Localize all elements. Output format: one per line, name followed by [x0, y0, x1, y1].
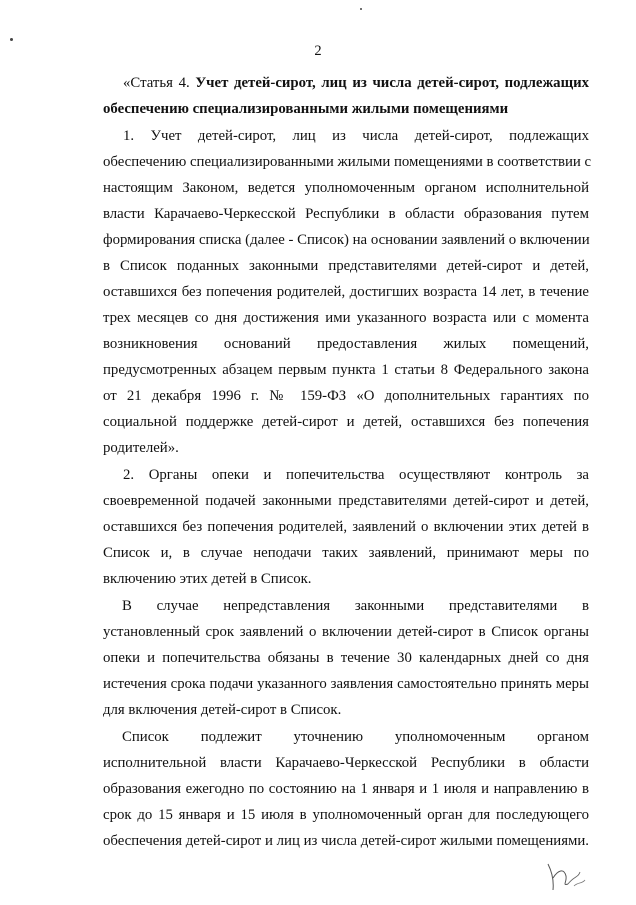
paragraph-4-line: исполнительной власти Карачаево-Черкесской Республики в области [103, 755, 589, 771]
paragraph-4-line: срок до 15 января и 15 июля в уполномоченный орган для последующего [103, 807, 589, 823]
paragraph-1-line: родителей». [103, 440, 179, 456]
paragraph-2-line: оставшихся без попечения родителей, заявлений о включении этих детей в [103, 519, 589, 535]
paragraph-2-line: 2. Органы опеки и попечительства осуществляют контроль за [123, 467, 589, 483]
paragraph-3-line: истечения срока подачи указанного заявления самостоятельно принять меры [103, 676, 589, 692]
page-number: 2 [314, 43, 322, 59]
paragraph-1-line: в Список поданных законными представителями детей-сирот и детей, [103, 258, 589, 274]
paragraph-3-line: установленный срок заявлений о включении детей-сирот в Список органы [103, 624, 589, 640]
article-heading-line-2: обеспечению специализированными жилыми помещениями [103, 101, 509, 117]
paragraph-1-line: формирования списка (далее - Список) на основании заявлений о включении [103, 232, 590, 248]
paragraph-1-line: настоящим Законом, ведется уполномоченным органом исполнительной [103, 180, 589, 196]
paragraph-2-line: Список и, в случае неподачи таких заявлений, принимают меры по [103, 545, 589, 561]
paragraph-4-line: обеспечения детей-сирот и лиц из числа детей-сирот жилыми помещениями. [103, 833, 589, 849]
paragraph-1-line: социальной поддержке детей-сирот и детей, оставшихся без попечения [103, 414, 589, 430]
paragraph-4-line: Список подлежит уточнению уполномоченным органом [122, 729, 589, 745]
paragraph-1-line: 1. Учет детей-сирот, лиц из числа детей-сирот, подлежащих [123, 128, 589, 144]
paragraph-1-line: предусмотренных абзацем первым пункта 1 статьи 8 Федерального закона [103, 362, 589, 378]
article-heading-title: Учет детей-сирот, лиц из числа детей-сирот, подлежащих [195, 75, 589, 91]
signature-mark [544, 858, 588, 894]
scan-speck [360, 8, 362, 10]
paragraph-1-line: возникновения оснований предоставления жилых помещений, [103, 336, 589, 352]
paragraph-1-line: власти Карачаево-Черкесской Республики в области образования путем [103, 206, 589, 222]
paragraph-2-line: своевременной подачей законными представителями детей-сирот и детей, [103, 493, 589, 509]
scan-speck [10, 38, 13, 41]
paragraph-1-line: оставшихся без попечения родителей, достигших возраста 14 лет, в течение [103, 284, 589, 300]
paragraph-1-line: обеспечению специализированными жилыми помещениями в соответствии с [103, 154, 592, 170]
paragraph-3-line: для включения детей-сирот в Список. [103, 702, 342, 718]
paragraph-3-line: опеки и попечительства обязаны в течение 30 календарных дней со дня [103, 650, 589, 666]
paragraph-1-line: от 21 декабря 1996 г. № 159-ФЗ «О дополнительных гарантиях по [103, 388, 589, 404]
paragraph-2-line: включению этих детей в Список. [103, 571, 312, 587]
paragraph-4-line: образования ежегодно по состоянию на 1 января и 1 июля и направлению в [103, 781, 589, 797]
article-heading-line-1 [123, 74, 589, 92]
article-heading-prefix: «Статья 4. [123, 75, 196, 91]
paragraph-1-line: трех месяцев со дня достижения ими указанного возраста или с момента [103, 310, 589, 326]
paragraph-3-line: В случае непредставления законными представителями в [122, 598, 589, 614]
